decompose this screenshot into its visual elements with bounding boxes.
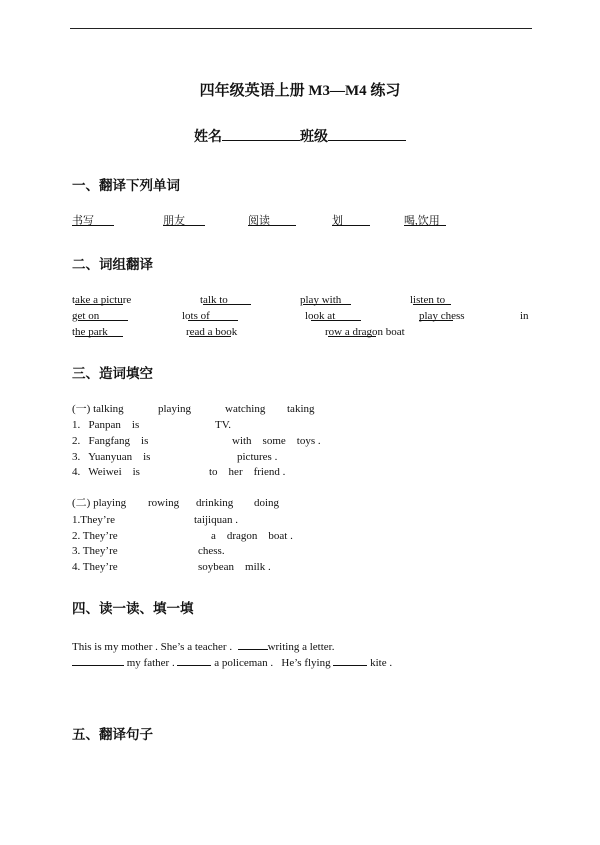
reading-text: my father . — [124, 657, 178, 669]
word-2-blank[interactable] — [163, 215, 205, 226]
reading-text: This is my mother . She’s a teacher . — [72, 641, 238, 653]
word-5: 喝,饮用 — [404, 215, 440, 227]
phrase-blank[interactable] — [413, 294, 451, 305]
reading-line-2 — [72, 655, 392, 670]
phrase: in — [520, 310, 529, 322]
word-3: 阅读 — [248, 215, 270, 227]
bank-word: rowing — [148, 497, 180, 509]
item-text: TV. — [215, 419, 231, 431]
class-label: 班级 — [300, 130, 328, 145]
reading-line-1 — [72, 639, 334, 654]
class-blank[interactable] — [328, 126, 406, 141]
word-4-blank[interactable] — [332, 215, 370, 226]
item-text: 1.They’re — [72, 514, 116, 526]
phrase-blank[interactable] — [78, 310, 128, 321]
phrase-blank[interactable] — [203, 294, 251, 305]
reading-blank[interactable] — [333, 655, 367, 666]
item-text: 2. They’re — [72, 530, 118, 542]
item-text: chess. — [198, 545, 225, 557]
bank-word: (二) playing — [72, 497, 127, 509]
phrase-blank[interactable] — [419, 310, 453, 321]
reading-text: a policeman . He’s flying — [211, 657, 334, 669]
name-class-row — [0, 126, 600, 146]
item-text: 2. Fangfang is — [72, 435, 149, 447]
name-blank[interactable] — [222, 126, 300, 141]
item-text: to her friend . — [209, 466, 286, 478]
bank-word: (一) talking — [72, 403, 124, 415]
phrase: lots of — [182, 310, 210, 322]
item-text: taijiquan . — [194, 514, 238, 526]
item-text: 4. Weiwei is — [72, 466, 140, 478]
word-5-blank[interactable] — [404, 215, 446, 226]
word-4: 划 — [332, 215, 343, 227]
reading-text: writing a letter. — [267, 641, 335, 653]
phrase-blank[interactable] — [303, 294, 351, 305]
item-text: with some toys . — [232, 435, 321, 447]
phrase-blank[interactable] — [188, 310, 238, 321]
word-1: 书写 — [72, 215, 94, 227]
item-text: 3. They’re — [72, 545, 118, 557]
reading-blank[interactable] — [177, 655, 211, 666]
phrase-blank[interactable] — [311, 310, 361, 321]
phrase: look at — [305, 310, 336, 322]
phrase: listen to — [410, 294, 446, 306]
item-text: 1. Panpan is — [72, 419, 140, 431]
phrase-blank[interactable] — [189, 326, 231, 337]
bank-word: watching — [225, 403, 266, 415]
bank-word: taking — [287, 403, 315, 415]
phrase: play chess — [419, 310, 465, 322]
reading-text: kite . — [367, 657, 393, 669]
phrase: row a dragon boat — [325, 326, 405, 338]
bank-word: playing — [158, 403, 191, 415]
word-2: 朋友 — [163, 215, 185, 227]
bank-word: doing — [254, 497, 280, 509]
item-text: 4. They’re — [72, 561, 118, 573]
item-text: a dragon boat . — [211, 530, 293, 542]
word-3-blank[interactable] — [248, 215, 296, 226]
item-text: pictures . — [237, 451, 278, 463]
bank-word: drinking — [196, 497, 234, 509]
section-2-heading: 二、词组翻译 — [72, 257, 153, 272]
phrase-blank[interactable] — [75, 294, 123, 305]
phrase: take a picture — [72, 294, 132, 306]
phrase: talk to — [200, 294, 228, 306]
reading-blank[interactable] — [72, 655, 124, 666]
name-label: 姓名 — [194, 130, 222, 145]
phrase: read a book — [186, 326, 238, 338]
phrase-blank[interactable] — [75, 326, 123, 337]
section-3-heading: 三、造词填空 — [72, 366, 153, 381]
item-text: soybean milk . — [198, 561, 271, 573]
top-rule — [70, 28, 532, 29]
phrase: the park — [72, 326, 108, 338]
section-1-heading: 一、翻译下列单词 — [72, 178, 180, 193]
reading-blank[interactable] — [238, 639, 268, 650]
phrase: get on — [72, 310, 100, 322]
phrase-blank[interactable] — [328, 326, 376, 337]
item-text: 3. Yuanyuan is — [72, 451, 151, 463]
section-5-heading: 五、翻译句子 — [72, 727, 153, 742]
section-4-heading: 四、读一读、填一填 — [72, 601, 194, 616]
word-1-blank[interactable] — [72, 215, 114, 226]
page-title: 四年级英语上册 M3—M4 练习 — [199, 83, 401, 99]
phrase: play with — [300, 294, 342, 306]
